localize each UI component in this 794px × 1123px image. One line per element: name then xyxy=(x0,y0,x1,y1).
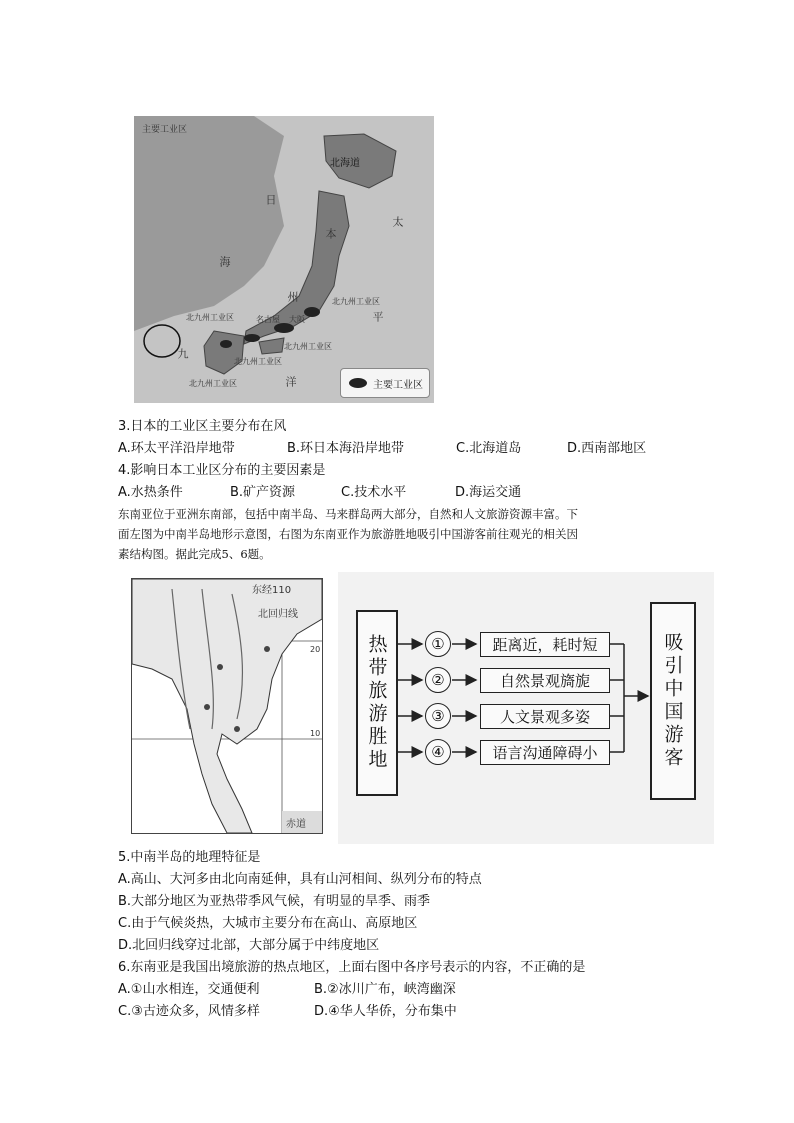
q4-option-a: A.水热条件 xyxy=(118,485,183,500)
q6-stem: 6.东南亚是我国出境旅游的热点地区，上面右图中各序号表示的内容，不正确的是 xyxy=(118,960,586,975)
sea-label-hai: 海 xyxy=(218,256,231,267)
intro-paragraph xyxy=(118,504,678,564)
city-label-nagoya: 名古屋 xyxy=(256,315,280,324)
right-title-text: 吸引中国游客 xyxy=(661,632,684,770)
factor-box-2: 自然景观旖旎 xyxy=(480,668,610,693)
region-zhou: 州 xyxy=(286,291,299,302)
intro-line-3: 素结构图。据此完成5、6题。 xyxy=(118,547,271,561)
industry-label-5: 北九州工业区 xyxy=(189,379,237,388)
longitude-label: 东经110 xyxy=(252,585,292,596)
legend-swatch xyxy=(349,378,367,388)
q4-option-c: C.技术水平 xyxy=(341,485,407,500)
q5-stem: 5.中南半岛的地理特征是 xyxy=(118,850,261,865)
q3-stem: 3.日本的工业区主要分布在风 xyxy=(118,419,287,434)
factor-box-3: 人文景观多姿 xyxy=(480,704,610,729)
lat-10-label: 10 xyxy=(310,729,321,738)
q6-option-c: C.③古迹众多，风情多样 xyxy=(118,1004,260,1019)
factor-number-2: ② xyxy=(425,667,451,693)
factor-box-1: 距离近，耗时短 xyxy=(480,632,610,657)
industry-label-3: 北九州工业区 xyxy=(284,342,332,351)
indochina-terrain-map xyxy=(131,578,323,834)
q5-option-d: D.北回归线穿过北部，大部分属于中纬度地区 xyxy=(118,938,380,953)
region-ben: 本 xyxy=(324,228,337,239)
q3-option-d: D.西南部地区 xyxy=(567,441,647,456)
city-label-osaka: 大阪 xyxy=(289,315,305,324)
q5-option-c: C.由于气候炎热，大城市主要分布在高山、高原地区 xyxy=(118,916,418,931)
q6-option-d: D.④华人华侨，分布集中 xyxy=(314,1004,457,1019)
q6-option-a: A.①山水相连，交通便利 xyxy=(118,982,260,997)
ocean-label-tai: 太 xyxy=(391,216,404,227)
intro-line-2: 面左图为中南半岛地形示意图，右图为东南亚作为旅游胜地吸引中国游客前往观光的相关因 xyxy=(118,527,578,541)
q5-option-b: B.大部分地区为亚热带季风气候，有明显的旱季、雨季 xyxy=(118,894,431,909)
factor-number-4: ④ xyxy=(425,739,451,765)
japan-map-graphic xyxy=(134,116,434,403)
sea-label-ri: 日 xyxy=(264,194,277,205)
left-title-text: 热带旅游胜地 xyxy=(365,634,388,772)
factor-number-3: ③ xyxy=(425,703,451,729)
region-hokkaido: 北海道 xyxy=(330,158,360,169)
tropic-label: 北回归线 xyxy=(258,609,298,620)
map-legend xyxy=(340,368,430,398)
q3-option-a: A.环太平洋沿岸地带 xyxy=(118,441,235,456)
region-jiu: 九 xyxy=(176,348,189,359)
q3-option-c: C.北海道岛 xyxy=(456,441,522,456)
q4-stem: 4.影响日本工业区分布的主要因素是 xyxy=(118,463,326,478)
industry-label-1: 北九州工业区 xyxy=(332,297,380,306)
tourism-factor-diagram xyxy=(338,572,714,844)
lat-20-label: 20 xyxy=(310,645,321,654)
ocean-label-yang: 洋 xyxy=(284,376,297,387)
map-title: 主要工业区 xyxy=(142,125,188,135)
intro-line-1: 东南亚位于亚洲东南部，包括中南半岛、马来群岛两大部分，自然和人文旅游资源丰富。下 xyxy=(118,507,578,521)
q3-option-b: B.环日本海沿岸地带 xyxy=(287,441,405,456)
q4-option-d: D.海运交通 xyxy=(455,485,522,500)
ocean-label-ping: 平 xyxy=(371,311,384,322)
legend-label: 主要工业区 xyxy=(373,380,423,391)
q5-option-a: A.高山、大河多由北向南延伸，具有山河相间、纵列分布的特点 xyxy=(118,872,482,887)
q6-option-b: B.②冰川广布，峡湾幽深 xyxy=(314,982,456,997)
japan-industry-map xyxy=(134,116,434,403)
industry-label-4: 北九州工业区 xyxy=(234,357,282,366)
industry-label-2: 北九州工业区 xyxy=(186,313,234,322)
equator-label: 赤道 xyxy=(286,819,306,830)
q4-option-b: B.矿产资源 xyxy=(230,485,296,500)
factor-number-1: ① xyxy=(425,631,451,657)
factor-box-4: 语言沟通障碍小 xyxy=(480,740,610,765)
